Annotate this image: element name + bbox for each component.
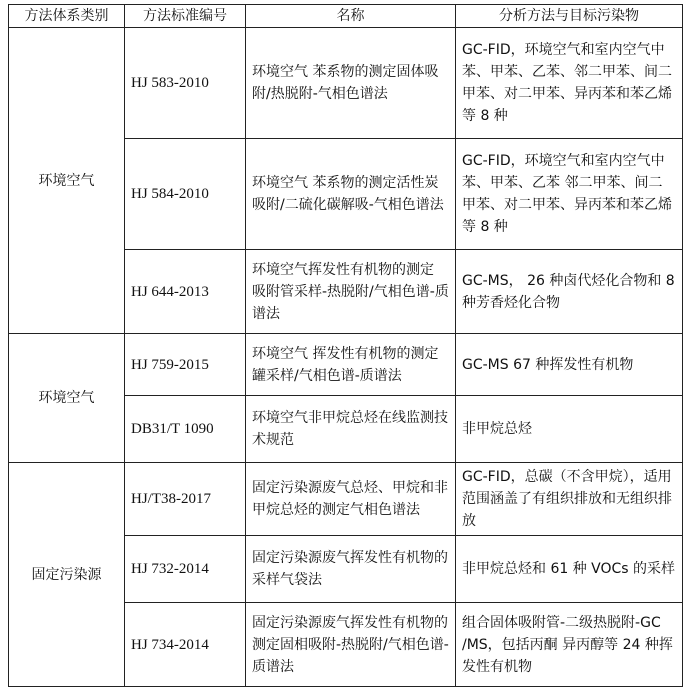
standard-name: 固定污染源废气挥发性有机物的测定固相吸附-热脱附/气相色谱-质谱法 (246, 603, 456, 687)
analysis-method: 非甲烷总烃 (456, 396, 683, 463)
analysis-method: GC-MS， 26 种卤代烃化合物和 8 种芳香烃化合物 (456, 250, 683, 334)
analysis-method: GC-MS 67 种挥发性有机物 (456, 334, 683, 396)
table-row (9, 463, 683, 536)
standard-name: 环境空气 苯系物的测定活性炭吸附/二硫化碳解吸-气相色谱法 (246, 139, 456, 250)
header-category: 方法体系类别 (9, 5, 125, 28)
analysis-method: 组合固体吸附管-二级热脱附-GC /MS，包括丙酮 异丙醇等 24 种挥发性有机物 (456, 603, 683, 687)
table-row (9, 334, 683, 396)
category-cell: 固定污染源 (9, 463, 125, 687)
standards-table (8, 4, 683, 687)
standard-name: 环境空气挥发性有机物的测定 吸附管采样-热脱附/气相色谱-质谱法 (246, 250, 456, 334)
header-analysis: 分析方法与目标污染物 (456, 5, 683, 28)
analysis-method: GC-FID，总碳（不含甲烷），适用范围涵盖了有组织排放和无组织排放 (456, 463, 683, 536)
standard-name: 环境空气非甲烷总烃在线监测技术规范 (246, 396, 456, 463)
analysis-method: GC-FID，环境空气和室内空气中苯、甲苯、乙苯 邻二甲苯、间二甲苯、对二甲苯、异丙苯和苯乙烯等 8 种 (456, 139, 683, 250)
category-cell: 环境空气 (9, 334, 125, 463)
standard-code: HJ 734-2014 (125, 603, 246, 687)
standard-name: 固定污染源废气总烃、甲烷和非甲烷总烃的测定气相色谱法 (246, 463, 456, 536)
standard-code: HJ 584-2010 (125, 139, 246, 250)
standard-code: DB31/T 1090 (125, 396, 246, 463)
category-cell: 环境空气 (9, 28, 125, 334)
standard-code: HJ/T38-2017 (125, 463, 246, 536)
standard-code: HJ 644-2013 (125, 250, 246, 334)
standard-code: HJ 732-2014 (125, 536, 246, 603)
table-header-row (9, 5, 683, 28)
standard-name: 环境空气 苯系物的测定固体吸附/热脱附-气相色谱法 (246, 28, 456, 139)
header-name: 名称 (246, 5, 456, 28)
analysis-method: 非甲烷总烃和 61 种 VOCs 的采样 (456, 536, 683, 603)
header-code: 方法标准编号 (125, 5, 246, 28)
standard-code: HJ 759-2015 (125, 334, 246, 396)
standard-name: 固定污染源废气挥发性有机物的采样气袋法 (246, 536, 456, 603)
standard-name: 环境空气 挥发性有机物的测定 罐采样/气相色谱-质谱法 (246, 334, 456, 396)
analysis-method: GC-FID，环境空气和室内空气中苯、甲苯、乙苯、邻二甲苯、间二甲苯、对二甲苯、异丙苯和苯乙烯等 8 种 (456, 28, 683, 139)
standard-code: HJ 583-2010 (125, 28, 246, 139)
table-row (9, 28, 683, 139)
